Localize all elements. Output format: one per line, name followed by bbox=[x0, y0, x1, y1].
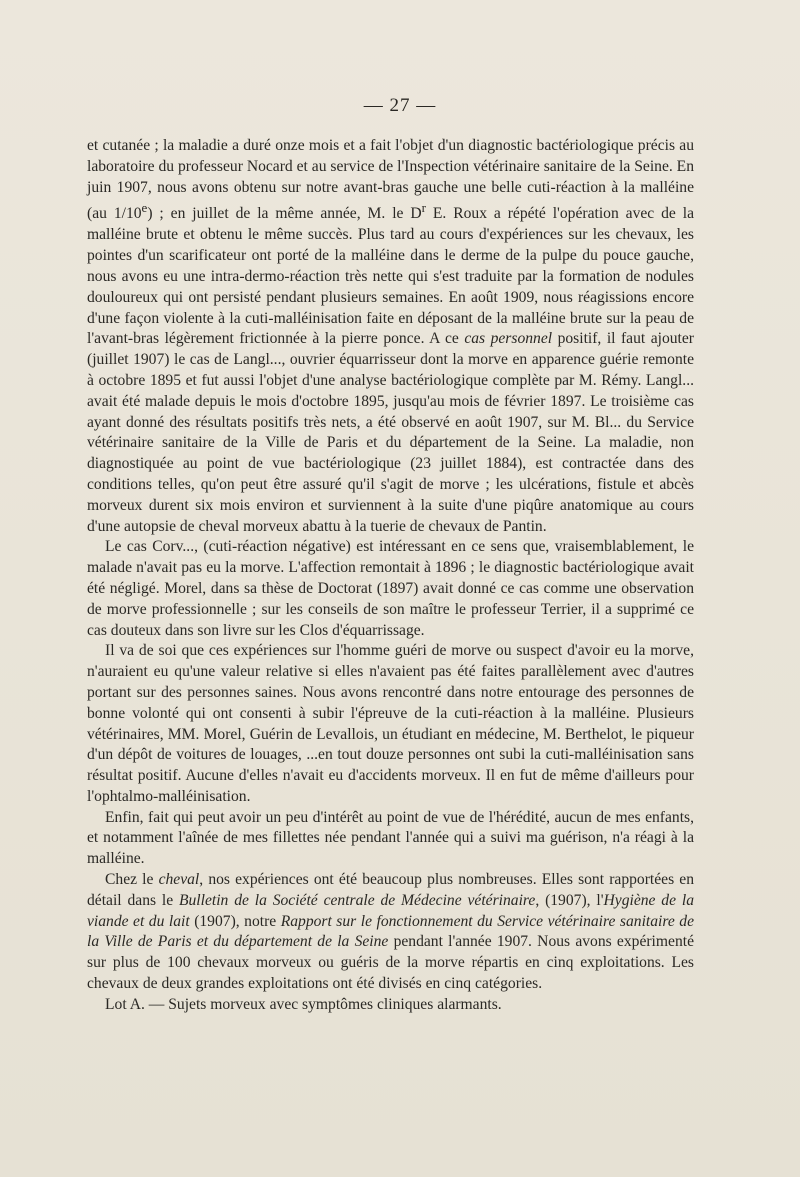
page-number: — 27 — bbox=[363, 95, 437, 116]
paragraph: et cutanée ; la maladie a duré onze mois et a fait l'objet d'un diagnostic bactériologique précis au laboratoire du professeur Nocard et au service de l'Inspection vétérinaire sanitaire de la Seine. En juin 1907, nous avons obtenu sur notre avant-bras gauche une belle cuti-réaction à la malléine (au 1/10e) ; en juillet de la même année, M. le $D^r$ E. Roux a répété l'opération avec de la malléine brute et obtenu le même succès. Plus tard au cours d'expériences sur les chevaux, les pointes d'un scarificateur ont porté de la malléine dans le derme de la pulpe du pouce gauche, nous avons eu une intra-dermo-réaction très nette qui s'est traduite par la formation de nodules douloureux qui ont persisté pendant plusieurs semaines. En août 1909, nous réagissions encore d'une façon violente à la cuti-malléinisation faite en déposant de la malléine brute sur la peau de l'avant-bras légèrement frictionnée à la pierre ponce. A ce cas personnel positif, il faut ajouter (juillet 1907) le cas de Langl..., ouvrier équarrisseur dont la morve en apparence guérie remonte à octobre 1895 et fut aussi l'objet d'une analyse bactériologique complète par M. Rémy. Langl... avait été malade depuis le mois d'octobre 1895, jusqu'au mois de février 1897. Le troisième cas ayant donné des résultats positifs très nets, a été observé en août 1907, sur M. Bl... du Service vétérinaire sanitaire de la Ville de Paris et du département de la Seine. La maladie, non diagnostiquée au point de vue bactériologique (23 juillet 1884), est contractée dans des conditions telles, qu'on peut être assuré qu'il s'agit de morve ; les ulcérations, fistule et abcès morveux durent six mois environ et surviennent à la suite d'une piqûre anatomique au cours d'une autopsie de cheval morveux abattu à la tuerie de chevaux de Pantin. bbox=[87, 137, 694, 535]
body-text bbox=[87, 136, 694, 1016]
paragraph: Le cas Corv..., (cuti-réaction négative) est intéressant en ce sens que, vraisemblablement, le malade n'avait pas eu la morve. L'affection remontait à 1896 ; le diagnostic bactériologique avait été négligé. Morel, dans sa thèse de Doctorat (1897) avait donné ce cas comme une observation de morve professionnelle ; sur les conseils de son maître le professeur Terrier, il a supprimé ce cas douteux dans son livre sur les Clos d'équarrissage. bbox=[87, 538, 694, 639]
paragraph: Chez le cheval, nos expériences ont été beaucoup plus nombreuses. Elles sont rapportées en détail dans le Bulletin de la Société centrale de Médecine vétérinaire, (1907), l'Hygiène de la viande et du lait (1907), notre Rapport sur le fonctionnement du Service vétérinaire sanitaire de la Ville de Paris et du département de la Seine pendant l'année 1907. Nous avons expérimenté sur plus de 100 chevaux morveux ou guéris de la morve répartis en cinq exploitations. Les chevaux de deux grandes exploitations ont été divisés en cinq catégories. bbox=[87, 871, 694, 993]
paragraph: Enfin, fait qui peut avoir un peu d'intérêt au point de vue de l'hérédité, aucun de mes enfants, et notamment l'aînée de mes fillettes née pendant l'année qui a suivi ma guérison, n'a réagi à la malléine. bbox=[87, 808, 694, 868]
paragraph: Il va de soi que ces expériences sur l'homme guéri de morve ou suspect d'avoir eu la morve, n'auraient eu qu'une valeur relative si elles n'avaient pas été faites parallèlement avec d'autres portant sur des personnes saines. Nous avons rencontré dans notre entourage des personnes de bonne volonté qui ont consenti à subir l'épreuve de la cuti-réaction à la malléine. Plusieurs vétérinaires, MM. Morel, Guérin de Levallois, un étudiant en médecine, M. Berthelot, le piqueur d'un dépôt de voitures de louages, ...en tout douze personnes ont subi la cuti-malléinisation sans résultat positif. Aucune d'elles n'avait eu d'accidents morveux. Il en fut de même d'ailleurs pour l'ophtalmo-malléinisation. bbox=[87, 642, 694, 805]
paragraph: Lot A. — Sujets morveux avec symptômes cliniques alarmants. bbox=[105, 995, 502, 1013]
